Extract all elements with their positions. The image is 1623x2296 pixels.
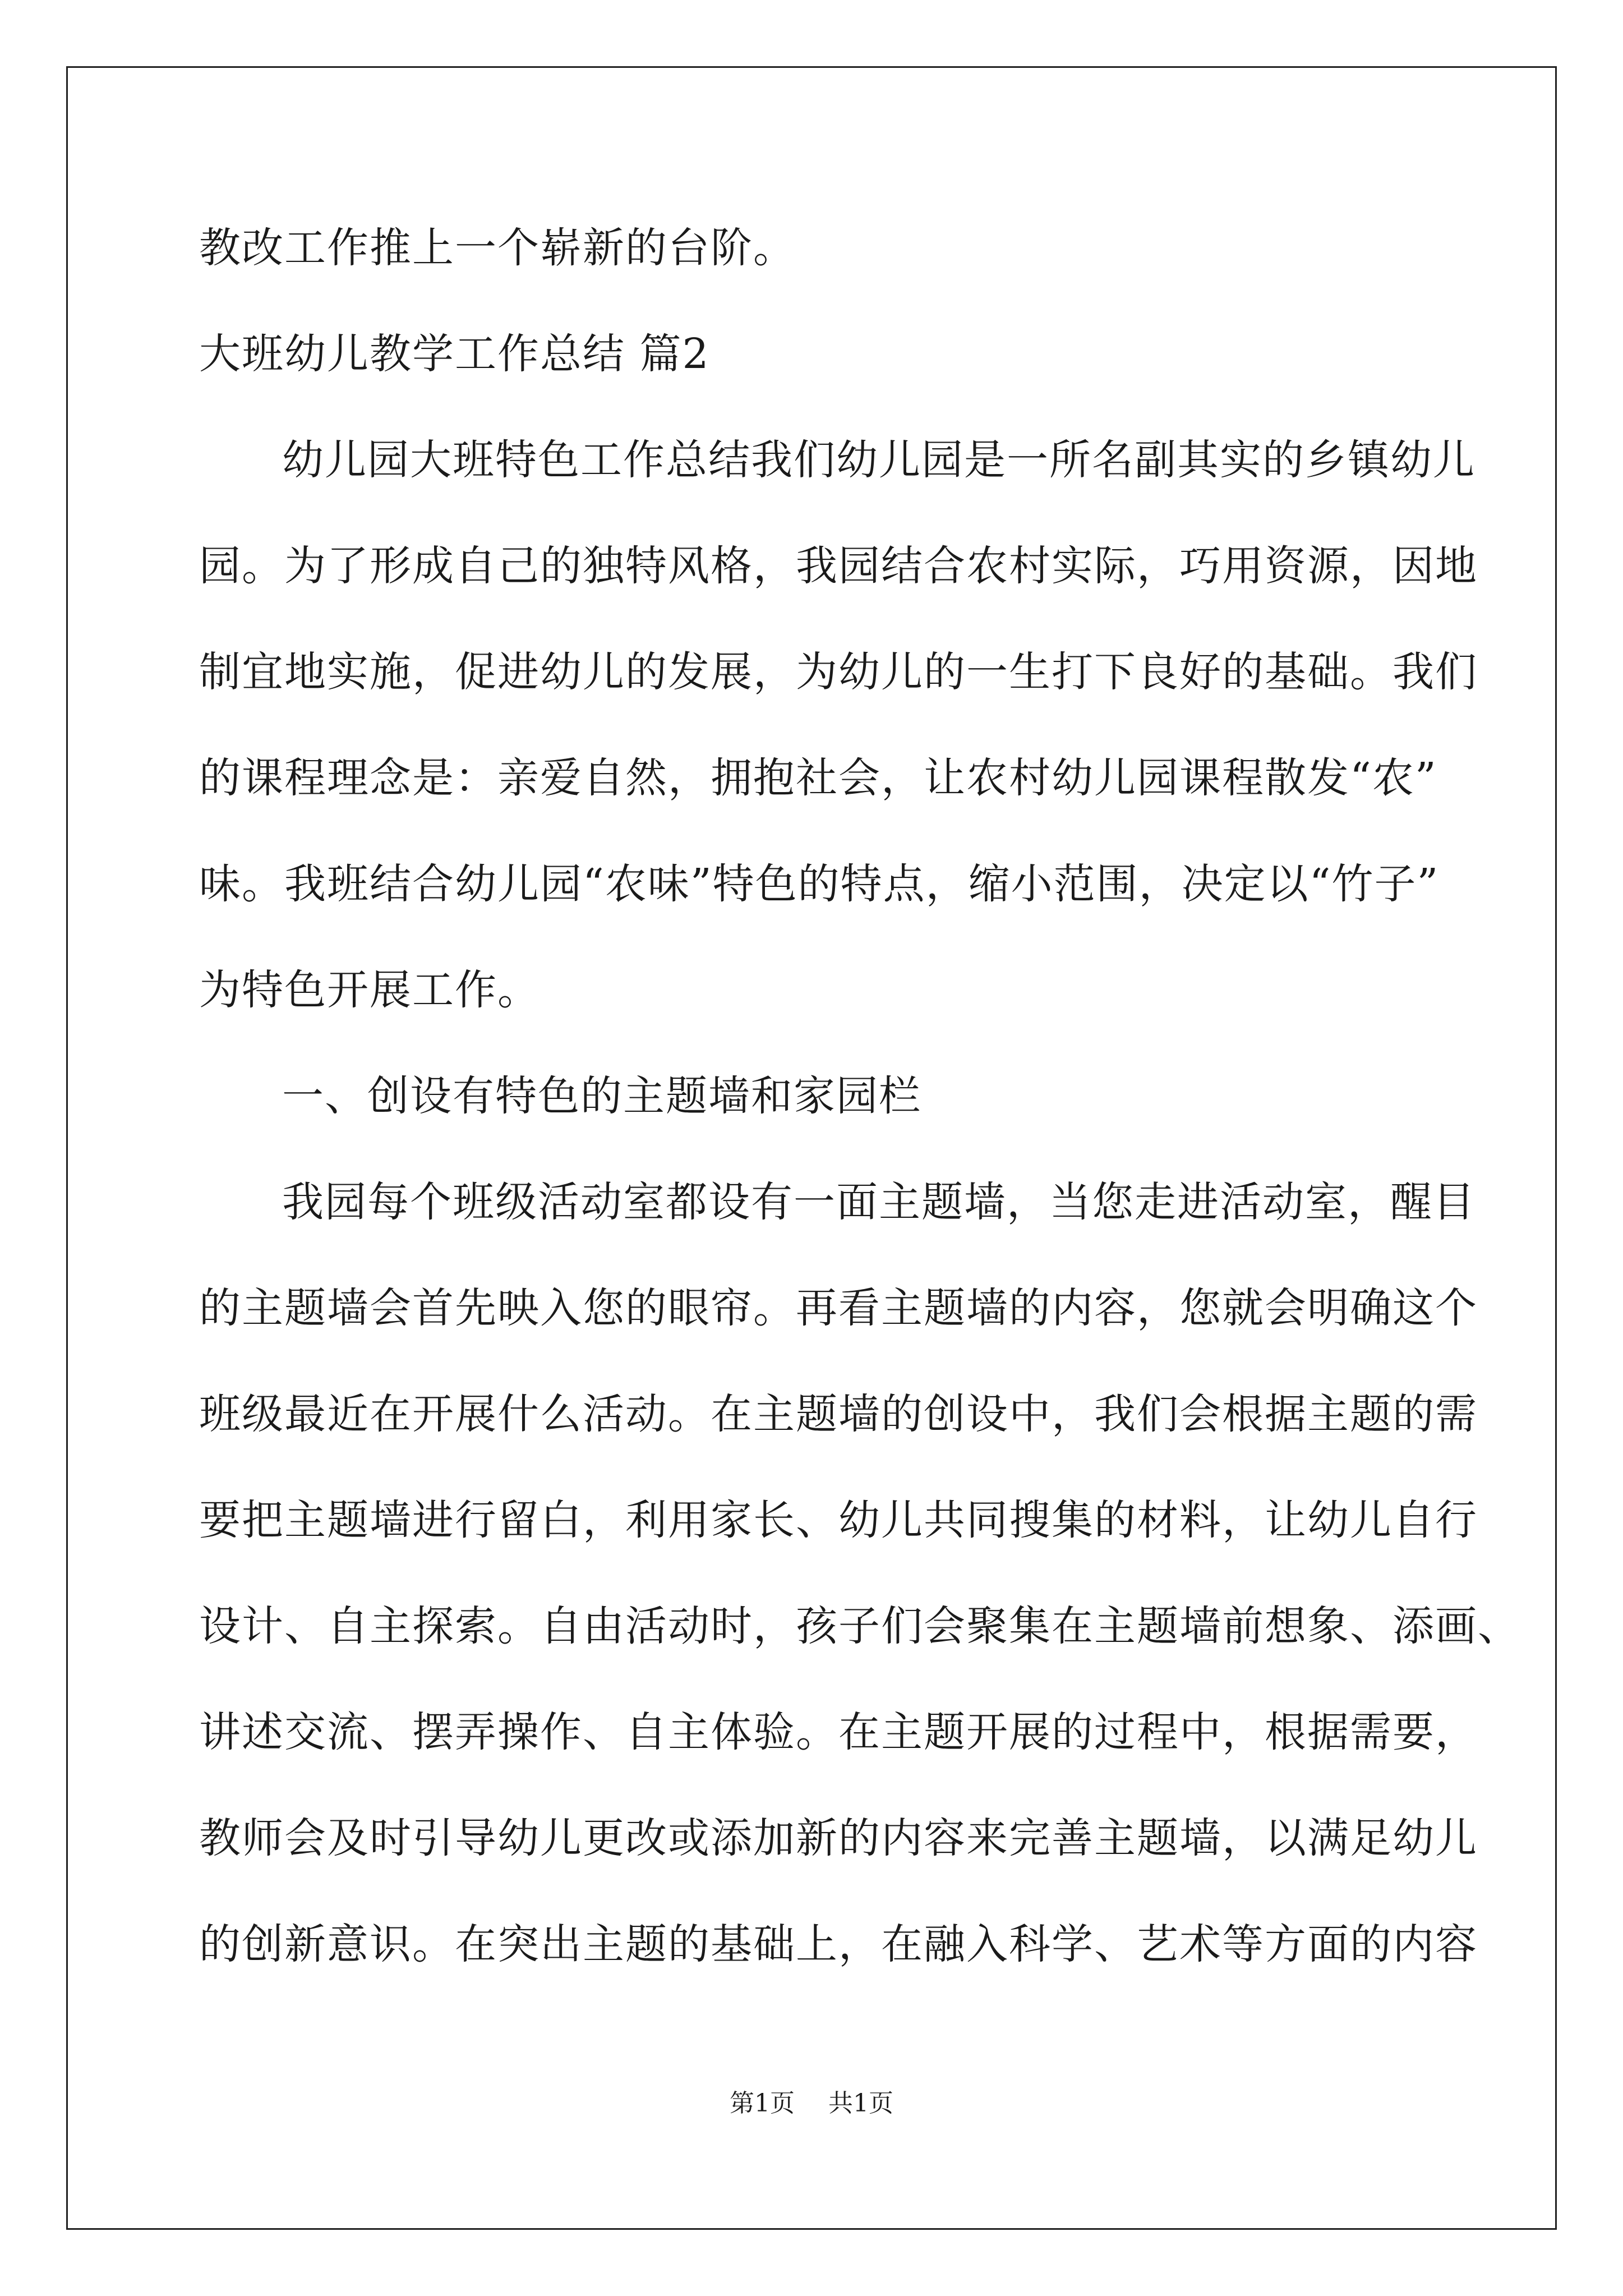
text-line-13: 要把主题墙进行留白，利用家长、幼儿共同搜集的材料，让幼儿自行 [199, 1496, 1478, 1544]
text-line-6: 的课程理念是：亲爱自然，拥抱社会，让农村幼儿园课程散发“农” [199, 754, 1437, 802]
text-line-8: 为特色开展工作。 [199, 966, 540, 1014]
text-line-10: 我园每个班级活动室都设有一面主题墙，当您走进活动室，醒目 [282, 1178, 1476, 1226]
page-total: 共1页 [828, 2089, 893, 2118]
page-number: 第1页 [730, 2089, 795, 2118]
text-line-17: 的创新意识。在突出主题的基础上，在融入科学、艺术等方面的内容 [199, 1920, 1478, 1968]
section-heading: 大班幼儿教学工作总结 篇2 [199, 330, 710, 378]
text-line-1: 教改工作推上一个崭新的台阶。 [199, 224, 796, 272]
page-footer [0, 2088, 1623, 2119]
text-line-15: 讲述交流、摆弄操作、自主体验。在主题开展的过程中，根据需要， [199, 1708, 1478, 1756]
text-line-11: 的主题墙会首先映入您的眼帘。再看主题墙的内容，您就会明确这个 [199, 1284, 1478, 1332]
text-line-5: 制宜地实施，促进幼儿的发展，为幼儿的一生打下良好的基础。我们 [199, 648, 1478, 696]
text-line-4: 园。为了形成自己的独特风格，我园结合农村实际，巧用资源，因地 [199, 542, 1478, 590]
text-line-3: 幼儿园大班特色工作总结我们幼儿园是一所名副其实的乡镇幼儿 [282, 436, 1476, 484]
text-line-16: 教师会及时引导幼儿更改或添加新的内容来完善主题墙，以满足幼儿 [199, 1814, 1478, 1862]
subsection-heading: 一、创设有特色的主题墙和家园栏 [282, 1072, 921, 1120]
text-line-7: 味。我班结合幼儿园“农味”特色的特点，缩小范围，决定以“竹子” [199, 860, 1440, 908]
text-line-12: 班级最近在开展什么活动。在主题墙的创设中，我们会根据主题的需 [199, 1390, 1478, 1438]
document-body [199, 222, 1520, 2024]
text-line-14: 设计、自主探索。自由活动时，孩子们会聚集在主题墙前想象、添画、 [199, 1602, 1520, 1650]
